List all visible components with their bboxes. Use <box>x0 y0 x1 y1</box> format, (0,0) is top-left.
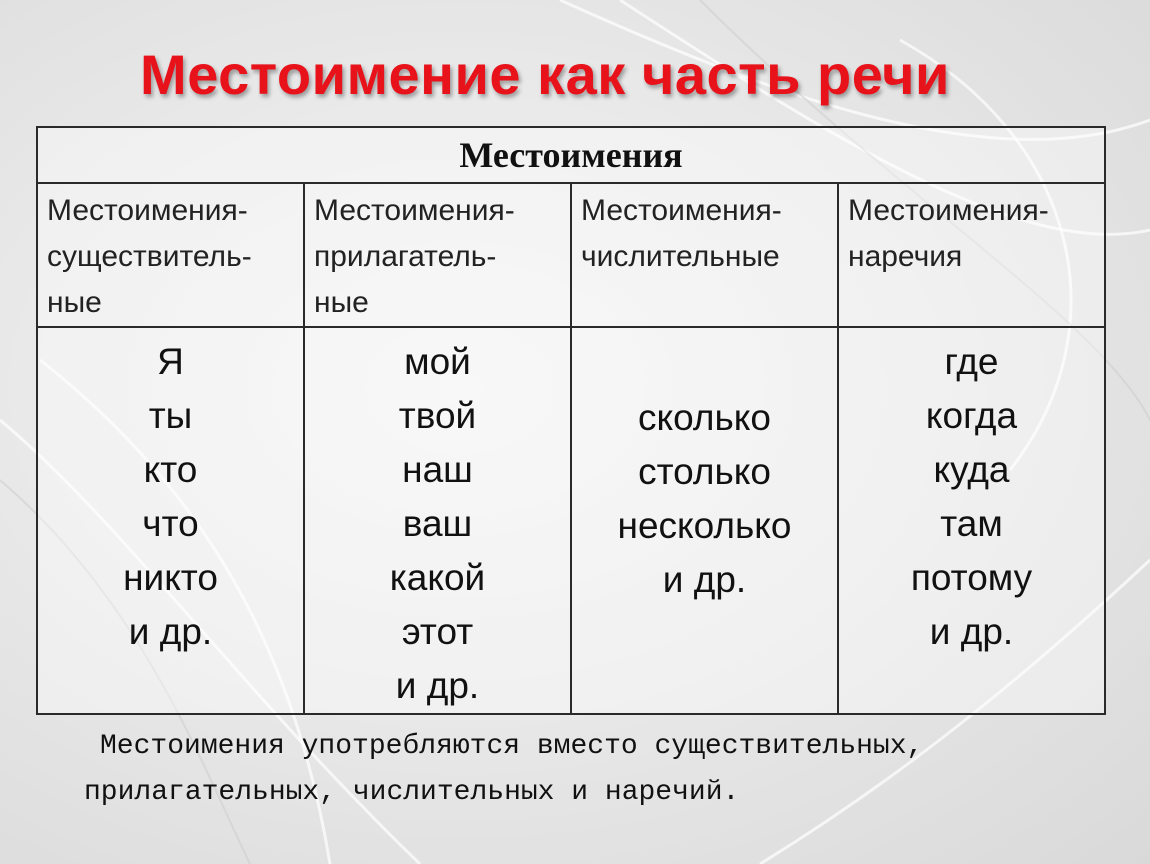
table-header: Местоимения <box>37 127 1105 183</box>
footnote-text: Местоимения употребляются вместо существительных, прилагательных, числительных и наречий. <box>84 731 924 808</box>
word-cell-adverbs <box>838 327 1105 714</box>
word-item: сколько <box>638 396 771 438</box>
word-item: твой <box>398 395 477 436</box>
word-item: куда <box>933 449 1010 490</box>
heading-line: Местоимения- <box>47 194 248 227</box>
heading-line: ные <box>314 286 369 319</box>
word-list <box>305 328 570 713</box>
word-list <box>38 328 303 659</box>
column-heading-numerals <box>571 183 838 327</box>
word-item: и др. <box>929 611 1014 652</box>
heading-line: существитель- <box>47 240 252 273</box>
word-item: наш <box>402 449 473 490</box>
word-list <box>572 391 837 607</box>
heading-line: ные <box>47 286 102 319</box>
word-item: и др. <box>662 558 747 600</box>
heading-line: Местоимения- <box>314 194 515 227</box>
slide-title: Местоимение как часть речи <box>140 43 950 106</box>
word-item: там <box>940 503 1003 544</box>
column-heading-adjectives <box>304 183 571 327</box>
column-heading-nouns <box>37 183 304 327</box>
heading-line: числительные <box>581 240 780 273</box>
word-item: несколько <box>617 504 792 546</box>
word-item: никто <box>123 557 218 598</box>
word-cell-numerals <box>571 327 838 714</box>
word-cell-adjectives <box>304 327 571 714</box>
word-item: какой <box>389 557 486 598</box>
word-item: ваш <box>402 503 473 544</box>
word-item: потому <box>910 557 1033 598</box>
word-item: и др. <box>128 611 213 652</box>
word-item: кто <box>143 449 198 490</box>
pronoun-table <box>36 126 1106 715</box>
word-item: столько <box>638 450 771 492</box>
heading-line: Местоимения- <box>581 194 782 227</box>
word-item: когда <box>925 395 1018 436</box>
heading-line: наречия <box>848 240 963 273</box>
word-item: Я <box>157 341 184 382</box>
word-list <box>839 328 1104 659</box>
word-item: мой <box>404 341 471 382</box>
word-item: этот <box>401 611 474 652</box>
word-item: и др. <box>395 665 480 706</box>
word-item: ты <box>148 395 193 436</box>
word-item: где <box>944 341 999 382</box>
column-heading-adverbs <box>838 183 1105 327</box>
heading-line: прилагатель- <box>314 240 497 273</box>
word-item: что <box>142 503 199 544</box>
heading-line: Местоимения- <box>848 194 1049 227</box>
word-cell-nouns <box>37 327 304 714</box>
